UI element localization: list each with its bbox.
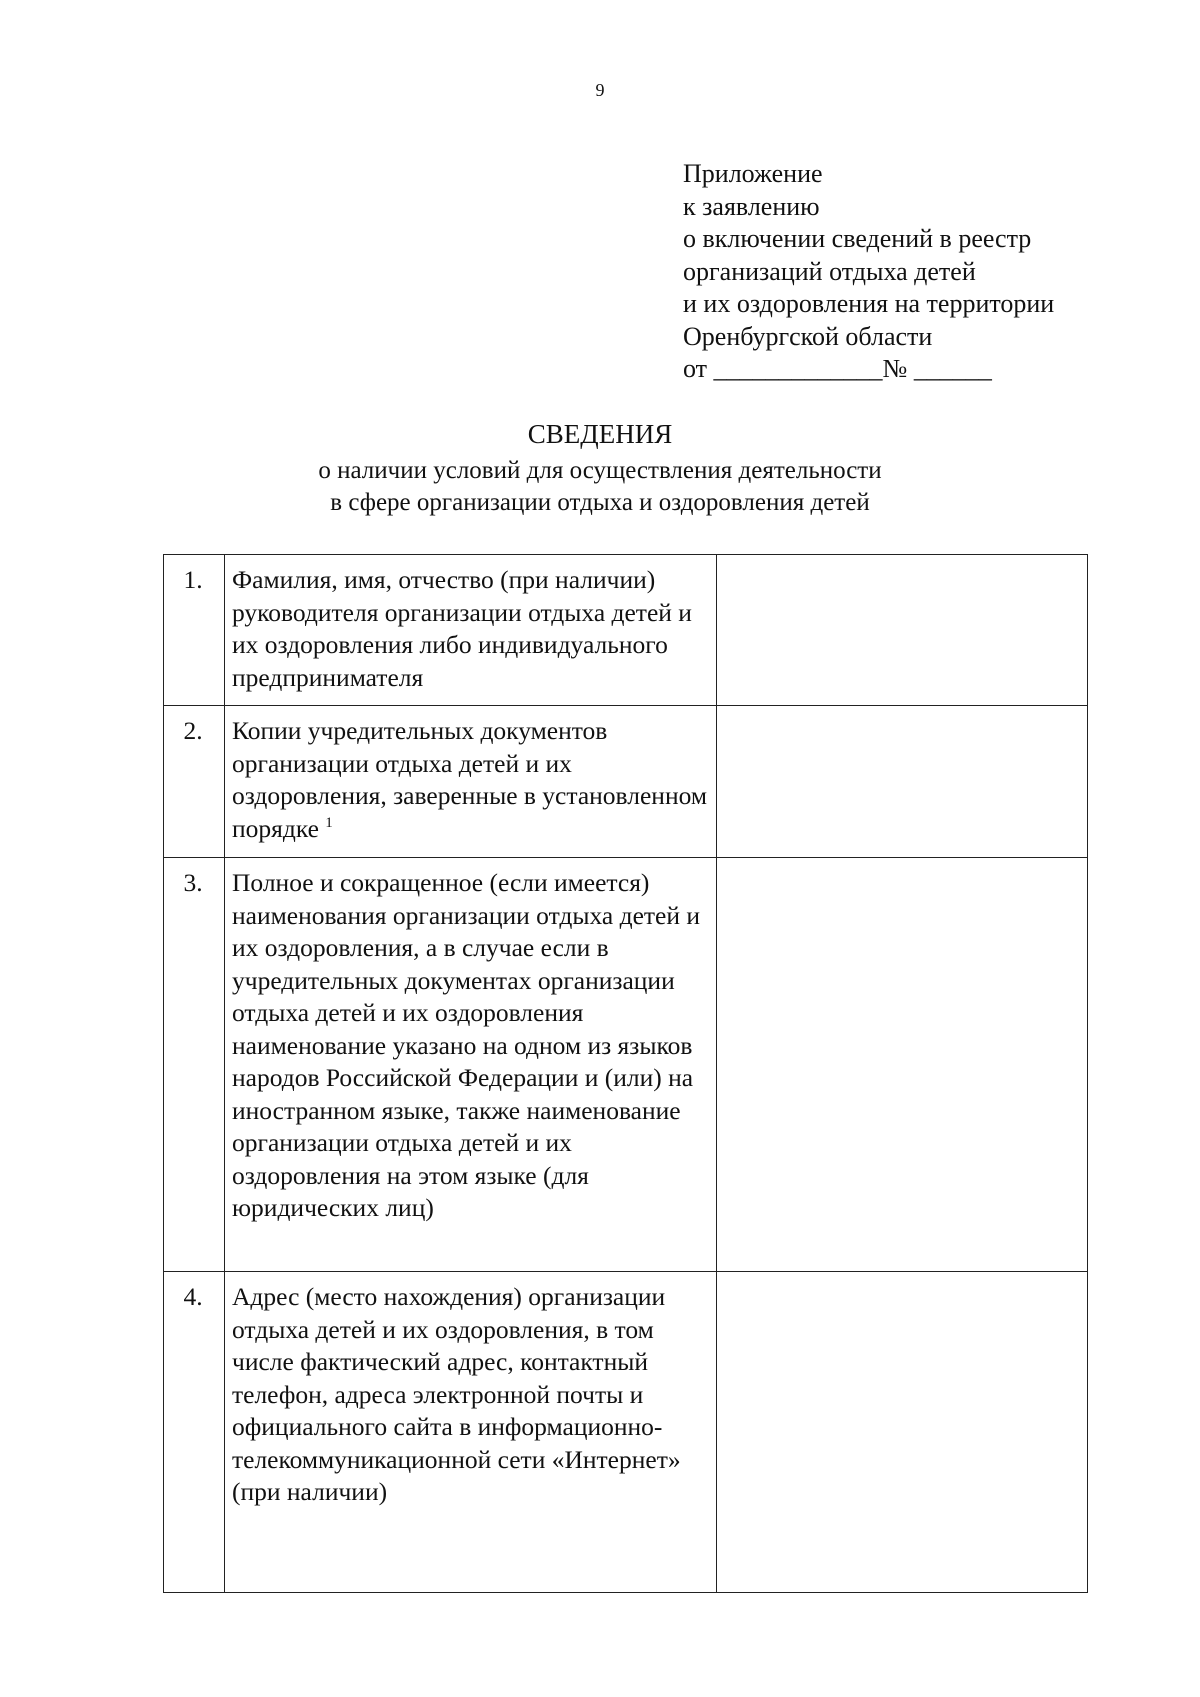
appendix-line: Приложение bbox=[683, 159, 823, 188]
row-description-text: Фамилия, имя, отчество (при наличии) руководителя организации отдыха детей и их оздоровления либо индивидуального предпринимателя bbox=[232, 565, 692, 692]
document-subtitle-line-2: в сфере организации отдыха и оздоровления детей bbox=[330, 489, 870, 516]
row-description-text: Копии учредительных документов организации отдыха детей и их оздоровления, заверенные в установленном порядке bbox=[232, 716, 707, 843]
row-value-cell bbox=[717, 706, 1088, 858]
appendix-date-number-line: от _____________№ ______ bbox=[683, 354, 992, 383]
row-description-text: Адрес (место нахождения) организации отдыха детей и их оздоровления, в том числе фактический адрес, контактный телефон, адреса электронной почты и официального сайта в информационно-телекоммуникационной сети «Интернет» (при наличии) bbox=[232, 1282, 681, 1506]
row-description bbox=[225, 555, 717, 706]
table-row bbox=[164, 858, 1088, 1272]
appendix-line: к заявлению bbox=[683, 191, 820, 221]
row-number: 2. bbox=[164, 706, 225, 858]
row-value-cell bbox=[717, 555, 1088, 706]
row-value-cell bbox=[717, 858, 1088, 1272]
appendix-line: и их оздоровления на территории bbox=[683, 289, 1055, 318]
appendix-line: о включении сведений в реестр bbox=[683, 224, 1032, 253]
table-row bbox=[164, 1272, 1088, 1593]
document-subtitle-line-1: о наличии условий для осуществления деятельности bbox=[318, 457, 882, 484]
table-row bbox=[164, 706, 1088, 858]
appendix-line: Оренбургской области bbox=[683, 321, 933, 351]
row-description-text: Полное и сокращенное (если имеется) наименования организации отдыха детей и их оздоровления, а в случае если в учредительных документах организации отдыха детей и их оздоровления наименование указано на одном из языков народов Российской Федерации и (или) на иностранном языке, также наименование организации отдыха детей и их оздоровления на этом языке (для юридических лиц) bbox=[232, 868, 701, 1222]
row-number: 1. bbox=[164, 555, 225, 706]
row-number: 4. bbox=[164, 1272, 225, 1593]
page-number: 9 bbox=[595, 80, 605, 100]
document-title: СВЕДЕНИЯ bbox=[527, 419, 673, 449]
footnote-marker: 1 bbox=[325, 814, 333, 831]
appendix-block bbox=[683, 158, 1054, 386]
row-value-cell bbox=[717, 1272, 1088, 1593]
appendix-line: организаций отдыха детей bbox=[683, 256, 976, 286]
table-row bbox=[164, 555, 1088, 706]
row-number: 3. bbox=[164, 858, 225, 1272]
info-table bbox=[163, 554, 1088, 1593]
row-description bbox=[225, 706, 717, 858]
row-description bbox=[225, 858, 717, 1272]
row-description bbox=[225, 1272, 717, 1593]
